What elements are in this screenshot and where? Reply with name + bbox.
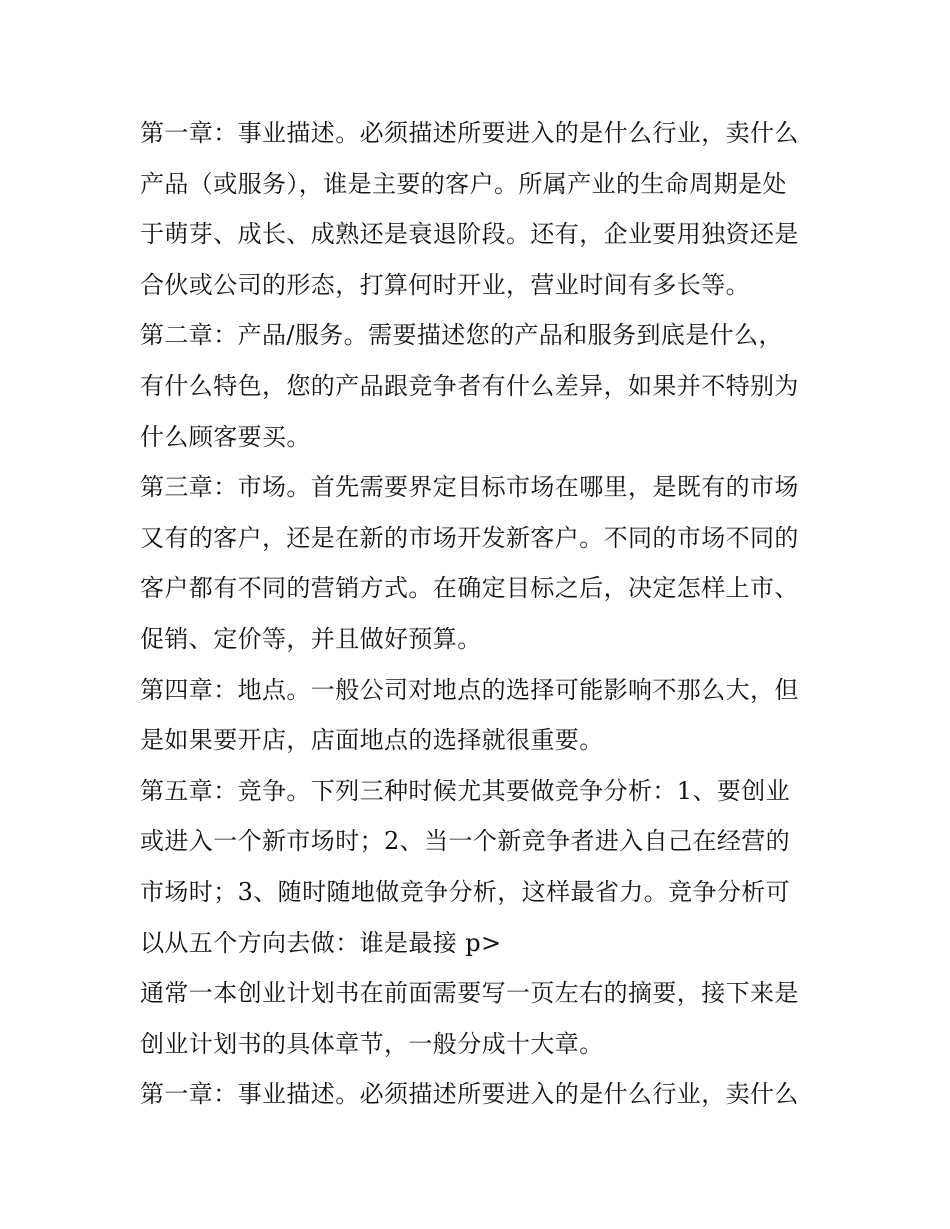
text-line: 以从五个方向去做：谁是最接 p> bbox=[140, 928, 502, 957]
text-line: 第二章：产品/服务。需要描述您的产品和服务到底是什么， bbox=[140, 321, 783, 350]
text-line: 第四章：地点。一般公司对地点的选择可能影响不那么大，但 bbox=[140, 675, 799, 704]
text-line: 于萌芽、成长、成熟还是衰退阶段。还有，企业要用独资还是 bbox=[140, 220, 799, 249]
text-line: 客户都有不同的营销方式。在确定目标之后，决定怎样上市、 bbox=[140, 574, 799, 603]
text-line: 合伙或公司的形态，打算何时开业，营业时间有多长等。 bbox=[140, 270, 750, 299]
text-line: 有什么特色，您的产品跟竞争者有什么差异，如果并不特别为 bbox=[140, 371, 799, 400]
text-line: 第一章：事业描述。必须描述所要进入的是什么行业，卖什么 bbox=[140, 1080, 799, 1109]
text-line: 通常一本创业计划书在前面需要写一页左右的摘要，接下来是 bbox=[140, 979, 799, 1008]
text-line: 又有的客户，还是在新的市场开发新客户。不同的市场不同的 bbox=[140, 523, 799, 552]
text-line: 第五章：竞争。下列三种时候尤其要做竞争分析：1、要创业 bbox=[140, 776, 791, 805]
text-line: 市场时；3、随时随地做竞争分析，这样最省力。竞争分析可 bbox=[140, 877, 791, 906]
text-line: 促销、定价等，并且做好预算。 bbox=[140, 624, 482, 653]
text-line: 产品（或服务），谁是主要的客户。所属产业的生命周期是处 bbox=[140, 169, 787, 198]
text-line: 第一章：事业描述。必须描述所要进入的是什么行业，卖什么 bbox=[140, 119, 799, 147]
text-line: 什么顾客要买。 bbox=[140, 422, 311, 451]
document-body bbox=[140, 108, 820, 1120]
text-line: 第三章：市场。首先需要界定目标市场在哪里，是既有的市场 bbox=[140, 473, 799, 502]
text-line: 是如果要开店，店面地点的选择就很重要。 bbox=[140, 726, 604, 755]
text-line: 创业计划书的具体章节，一般分成十大章。 bbox=[140, 1029, 604, 1058]
text-line: 或进入一个新市场时；2、当一个新竞争者进入自己在经营的 bbox=[140, 827, 791, 856]
